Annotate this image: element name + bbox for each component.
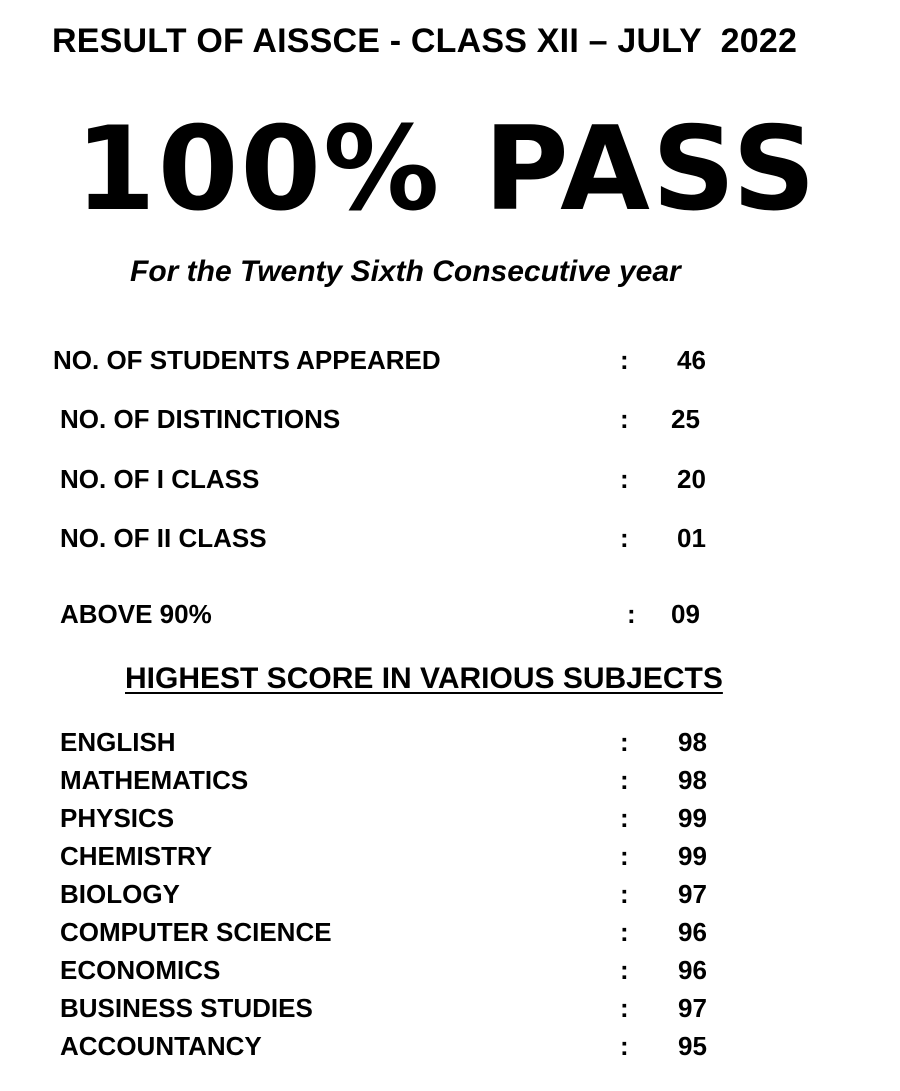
separator: : (620, 765, 629, 795)
separator: : (620, 803, 629, 833)
subject-label: MATHEMATICS (60, 765, 249, 795)
subject-label: CHEMISTRY (60, 841, 213, 871)
stat-value: 25 (671, 404, 700, 434)
subject-score: 99 (678, 803, 707, 833)
stat-row-first-class (0, 464, 900, 500)
subject-label: COMPUTER SCIENCE (60, 917, 332, 947)
subject-row-business-studies (0, 993, 900, 1029)
subject-label: BUSINESS STUDIES (60, 993, 313, 1023)
separator: : (620, 1031, 629, 1061)
stat-label: NO. OF DISTINCTIONS (60, 404, 341, 434)
stat-row-students-appeared (0, 345, 900, 381)
subject-score: 99 (678, 841, 707, 871)
separator: : (620, 993, 629, 1023)
stat-value: 01 (677, 523, 706, 553)
subject-row-biology (0, 879, 900, 915)
subject-label: ENGLISH (60, 727, 176, 757)
subject-score: 96 (678, 917, 707, 947)
separator: : (620, 345, 629, 375)
subject-row-english (0, 727, 900, 763)
subject-label: ECONOMICS (60, 955, 221, 985)
stat-row-second-class (0, 523, 900, 559)
stat-value: 09 (671, 599, 700, 629)
subject-label: PHYSICS (60, 803, 175, 833)
subject-row-accountancy (0, 1031, 900, 1067)
stat-row-distinctions (0, 404, 900, 440)
separator: : (627, 599, 636, 629)
subject-row-chemistry (0, 841, 900, 877)
tagline: For the Twenty Sixth Consecutive year (130, 255, 681, 288)
subject-label: ACCOUNTANCY (60, 1031, 262, 1061)
separator: : (620, 404, 629, 434)
stat-label: ABOVE 90% (60, 599, 212, 629)
separator: : (620, 955, 629, 985)
stat-row-above-90 (0, 599, 900, 635)
subject-row-computer-science (0, 917, 900, 953)
separator: : (620, 841, 629, 871)
stat-value: 20 (677, 464, 706, 494)
separator: : (620, 464, 629, 494)
separator: : (620, 879, 629, 909)
subject-score: 97 (678, 993, 707, 1023)
subject-score: 98 (678, 727, 707, 757)
subject-row-mathematics (0, 765, 900, 801)
stat-value: 46 (677, 345, 706, 375)
stat-label: NO. OF STUDENTS APPEARED (53, 345, 441, 375)
stat-label: NO. OF I CLASS (60, 464, 260, 494)
separator: : (620, 917, 629, 947)
subject-score: 96 (678, 955, 707, 985)
separator: : (620, 523, 629, 553)
subject-score: 95 (678, 1031, 707, 1061)
subject-score: 97 (678, 879, 707, 909)
subject-score: 98 (678, 765, 707, 795)
separator: : (620, 727, 629, 757)
pass-headline: 100% PASS (75, 102, 818, 237)
subject-label: BIOLOGY (60, 879, 180, 909)
stat-label: NO. OF II CLASS (60, 523, 267, 553)
subject-row-physics (0, 803, 900, 839)
subjects-heading: HIGHEST SCORE IN VARIOUS SUBJECTS (125, 662, 723, 695)
page-heading: RESULT OF AISSCE - CLASS XII – JULY 2022 (52, 22, 798, 60)
subject-row-economics (0, 955, 900, 991)
